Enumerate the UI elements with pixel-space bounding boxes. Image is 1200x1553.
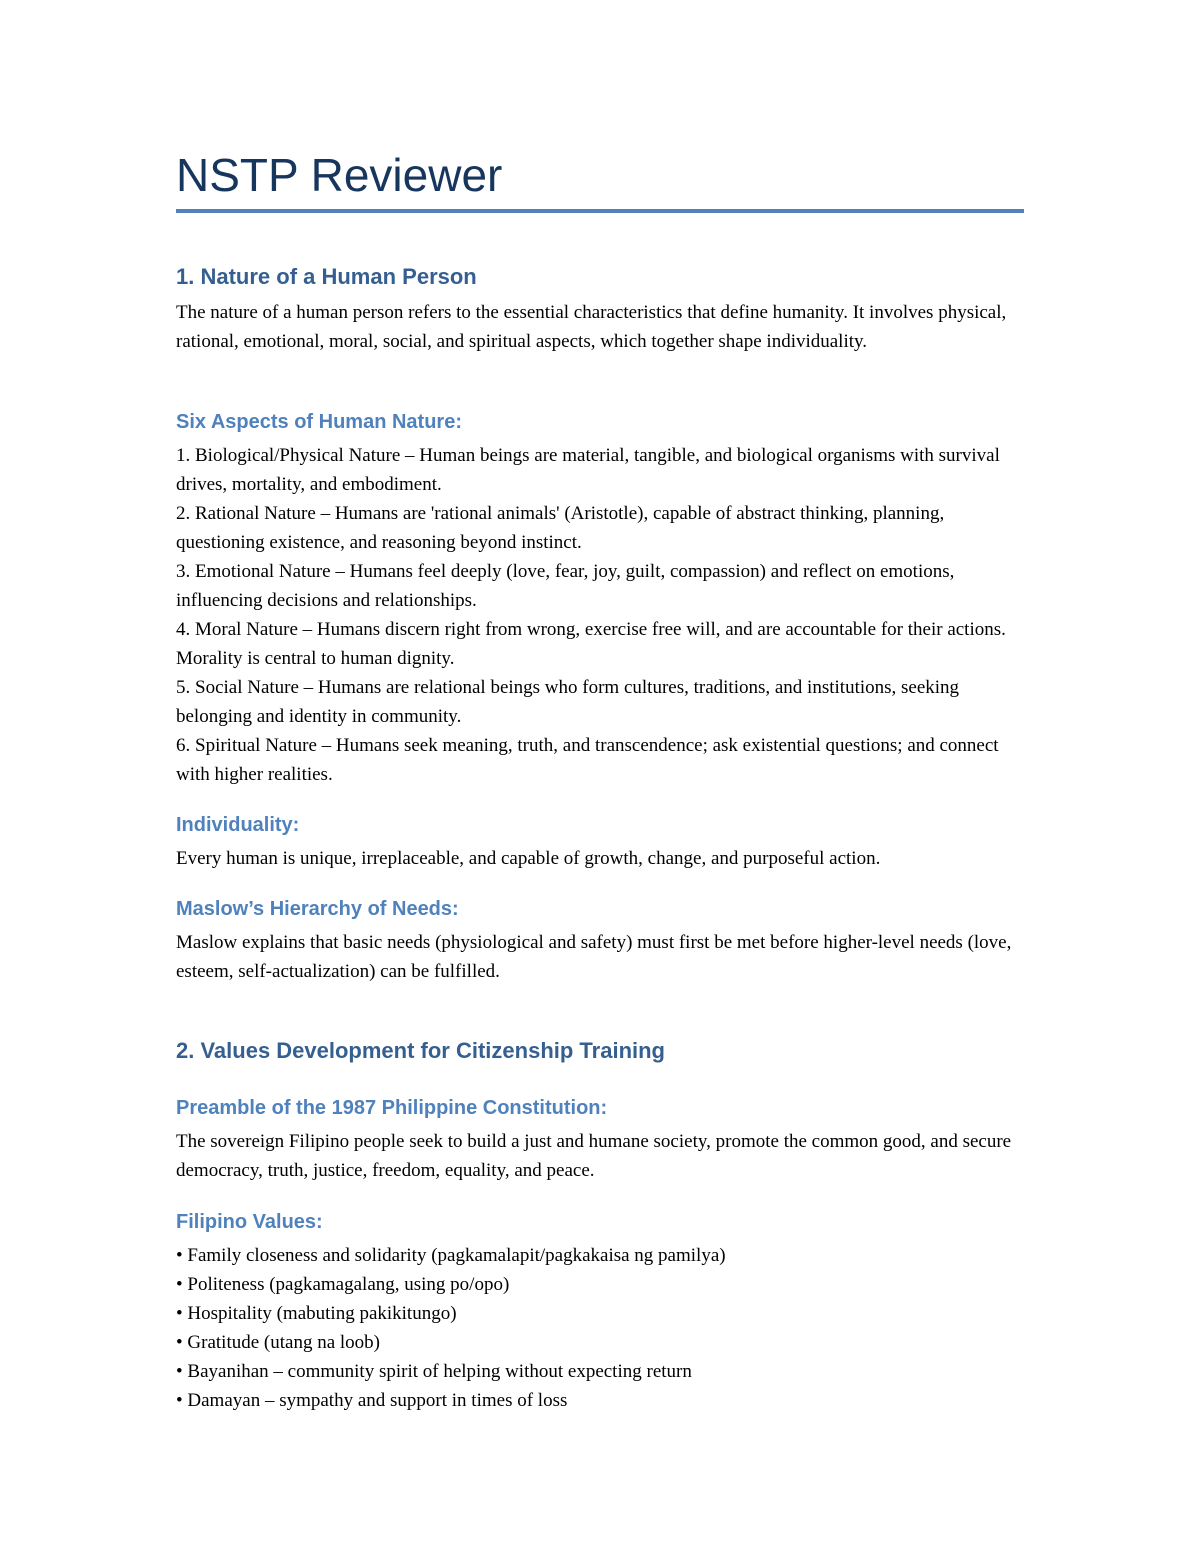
document-title: NSTP Reviewer [176, 149, 503, 201]
section1-heading: 1. Nature of a Human Person [176, 264, 477, 289]
value-item: • Hospitality (mabuting pakikitungo) [176, 1303, 457, 1324]
section1-intro: The nature of a human person refers to the essential characteristics that define humanity. It involves physical, rational, emotional, moral, social, and spiritual aspects, which together shape individuality. [176, 302, 1007, 352]
individuality-heading: Individuality: [176, 814, 300, 836]
section2-heading: 2. Values Development for Citizenship Training [176, 1038, 665, 1063]
aspects-heading: Six Aspects of Human Nature: [176, 411, 462, 433]
filipino-values-list [176, 1241, 1026, 1415]
preamble-text: The sovereign Filipino people seek to build a just and humane society, promote the common good, and secure democracy, truth, justice, freedom, equality, and peace. [176, 1131, 1012, 1181]
maslow-heading: Maslow’s Hierarchy of Needs: [176, 898, 459, 920]
aspect-item-spiritual: 6. Spiritual Nature – Humans seek meaning, truth, and transcendence; ask existential questions; and connect with higher realities. [176, 735, 999, 785]
aspect-item-social: 5. Social Nature – Humans are relational beings who form cultures, traditions, and institutions, seeking belonging and identity in community. [176, 677, 960, 727]
value-item: • Politeness (pagkamagalang, using po/opo) [176, 1274, 510, 1295]
individuality-text: Every human is unique, irreplaceable, and capable of growth, change, and purposeful action. [176, 848, 881, 869]
filipino-values-heading: Filipino Values: [176, 1211, 323, 1233]
value-item: • Family closeness and solidarity (pagkamalapit/pagkakaisa ng pamilya) [176, 1245, 726, 1266]
preamble-heading: Preamble of the 1987 Philippine Constitution: [176, 1097, 608, 1119]
aspect-item-rational: 2. Rational Nature – Humans are 'rational animals' (Aristotle), capable of abstract thinking, planning, questioning existence, and reasoning beyond instinct. [176, 503, 945, 553]
aspects-list [176, 441, 1026, 789]
aspect-item-moral: 4. Moral Nature – Humans discern right from wrong, exercise free will, and are accountable for their actions. Morality is central to human dignity. [176, 619, 1006, 669]
aspect-item-biological: 1. Biological/Physical Nature – Human beings are material, tangible, and biological organisms with survival drives, mortality, and embodiment. [176, 445, 1000, 495]
value-item: • Bayanihan – community spirit of helping without expecting return [176, 1361, 692, 1382]
value-item: • Damayan – sympathy and support in times of loss [176, 1390, 568, 1411]
aspect-item-emotional: 3. Emotional Nature – Humans feel deeply (love, fear, joy, guilt, compassion) and reflect on emotions, influencing decisions and relationships. [176, 561, 955, 611]
title-underline [176, 209, 1024, 213]
value-item: • Gratitude (utang na loob) [176, 1332, 380, 1353]
maslow-text: Maslow explains that basic needs (physiological and safety) must first be met before higher-level needs (love, esteem, self-actualization) can be fulfilled. [176, 932, 1012, 982]
